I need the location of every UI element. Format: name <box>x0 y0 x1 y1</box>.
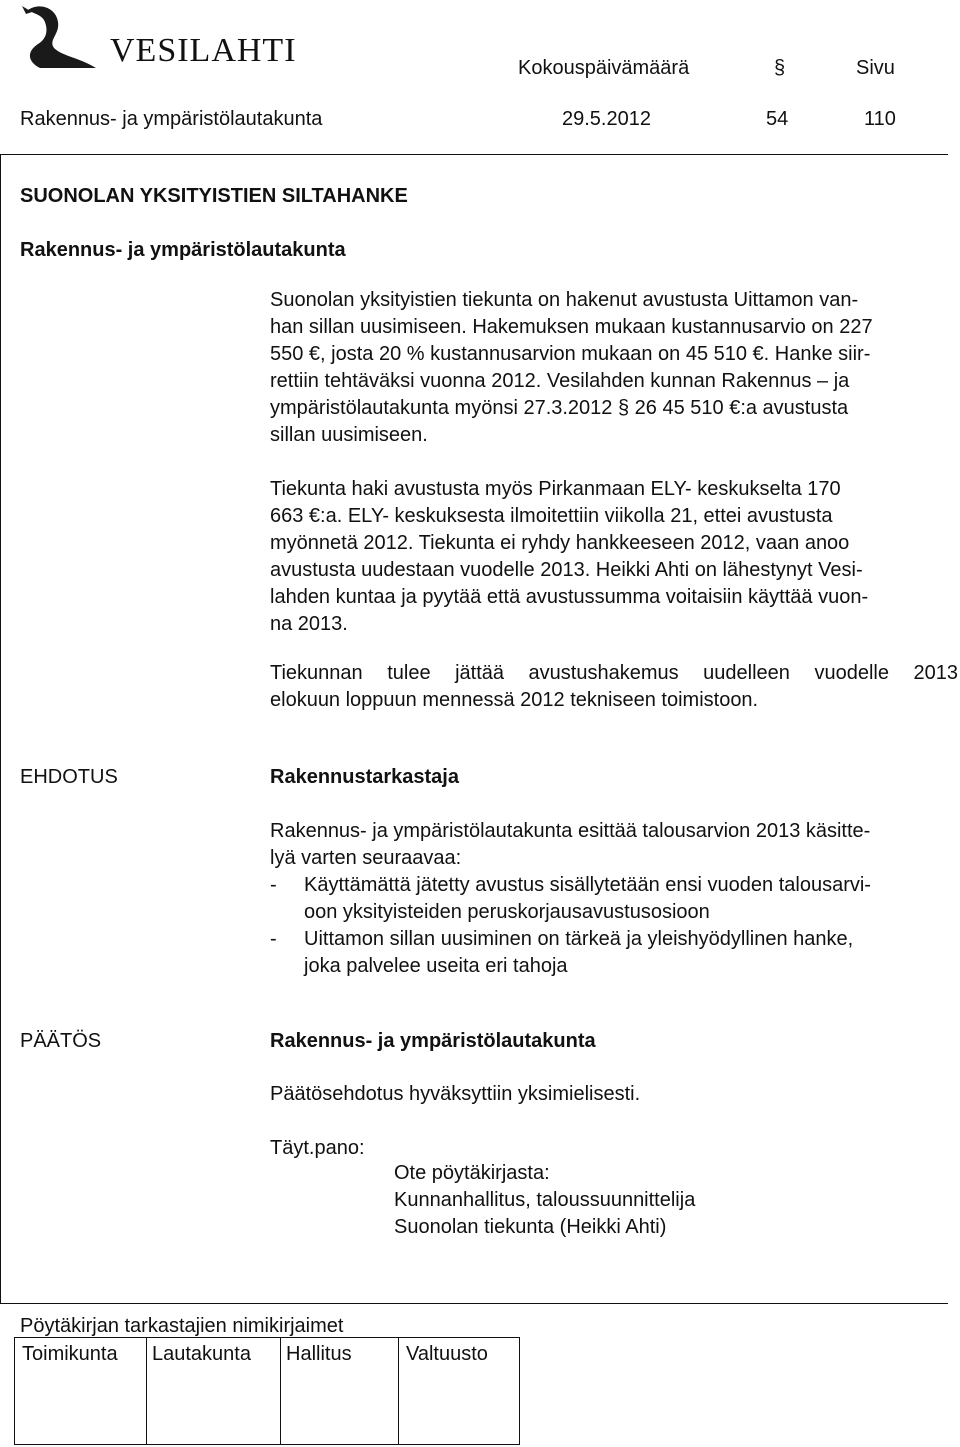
initials-col-valtuusto: Valtuusto <box>406 1343 488 1365</box>
logo-text: VESILAHTI <box>110 32 297 69</box>
swan-icon <box>18 2 118 72</box>
header-page: 110 <box>864 108 896 130</box>
ehdotus-intro-line: Rakennus- ja ympäristölautakunta esittää talousarvion 2013 käsitte- <box>270 820 871 842</box>
left-margin-rule <box>0 154 1 1304</box>
paatos-heading: Rakennus- ja ympäristölautakunta <box>270 1030 596 1052</box>
para1-line: ympäristölautakunta myönsi 27.3.2012 § 26 45 510 €:a avustusta <box>270 397 849 419</box>
header-committee: Rakennus- ja ympäristölautakunta <box>20 108 323 130</box>
para1-line: han sillan uusimiseen. Hakemuksen mukaan kustannusarvio on 227 <box>270 316 873 338</box>
footer-rule <box>0 1303 948 1304</box>
initials-table-divider <box>280 1337 281 1444</box>
tayt-line: Kunnanhallitus, taloussuunnittelija <box>394 1189 696 1211</box>
para2-line: lahden kuntaa ja pyytää että avustussumma voitaisiin käyttää vuon- <box>270 586 869 608</box>
list-dash: - <box>270 874 277 896</box>
para2-line: 663 €:a. ELY- keskuksesta ilmoitettiin viikolla 21, ettei avustusta <box>270 505 833 527</box>
ehdotus-heading: Rakennustarkastaja <box>270 766 459 788</box>
paatos-label: PÄÄTÖS <box>20 1030 102 1052</box>
header-page-label: Sivu <box>856 57 895 79</box>
footer-title: Pöytäkirjan tarkastajien nimikirjaimet <box>20 1315 344 1337</box>
ehdotus-label: EHDOTUS <box>20 766 118 788</box>
document-title: SUONOLAN YKSITYISTIEN SILTAHANKE <box>20 185 408 207</box>
initials-table-divider <box>146 1337 147 1444</box>
initials-col-lautakunta: Lautakunta <box>152 1343 251 1365</box>
para3-line: Tiekunnan tulee jättää avustushakemus uudelleen vuodelle 2013 <box>270 662 958 684</box>
tayt-line: Ote pöytäkirjasta: <box>394 1162 550 1184</box>
initials-table-divider <box>398 1337 399 1444</box>
para2-line: na 2013. <box>270 613 348 635</box>
vesilahti-logo <box>18 2 297 72</box>
list-item-line: joka palvelee useita eri tahoja <box>304 955 568 977</box>
tayt-line: Suonolan tiekunta (Heikki Ahti) <box>394 1216 667 1238</box>
para3-line: elokuun loppuun mennessä 2012 tekniseen toimistoon. <box>270 689 759 711</box>
header-date: 29.5.2012 <box>562 108 651 130</box>
para1-line: sillan uusimiseen. <box>270 424 428 446</box>
header-date-label: Kokouspäivämäärä <box>518 57 690 79</box>
para2-line: Tiekunta haki avustusta myös Pirkanmaan ELY- keskukselta 170 <box>270 478 841 500</box>
document-subtitle: Rakennus- ja ympäristölautakunta <box>20 239 346 261</box>
tayt-label: Täyt.pano: <box>270 1137 365 1159</box>
list-item-line: oon yksityisteiden peruskorjausavustusosioon <box>304 901 710 923</box>
header-section: 54 <box>766 108 789 130</box>
para2-line: avustusta uudestaan vuodelle 2013. Heikki Ahti on lähestynyt Vesi- <box>270 559 863 581</box>
initials-col-toimikunta: Toimikunta <box>22 1343 118 1365</box>
paatos-decision: Päätösehdotus hyväksyttiin yksimielisesti. <box>270 1083 641 1105</box>
header-section-label: § <box>774 57 786 79</box>
para1-line: 550 €, josta 20 % kustannusarvion mukaan on 45 510 €. Hanke siir- <box>270 343 871 365</box>
para1-line: rettiin tehtäväksi vuonna 2012. Vesilahden kunnan Rakennus – ja <box>270 370 850 392</box>
list-item-line: Uittamon sillan uusiminen on tärkeä ja yleishyödyllinen hanke, <box>304 928 854 950</box>
initials-col-hallitus: Hallitus <box>286 1343 352 1365</box>
header-rule <box>0 154 948 155</box>
ehdotus-intro-line: lyä varten seuraavaa: <box>270 847 462 869</box>
list-item-line: Käyttämättä jätetty avustus sisällytetään ensi vuoden talousarvi- <box>304 874 871 896</box>
para1-line: Suonolan yksityistien tiekunta on hakenut avustusta Uittamon van- <box>270 289 859 311</box>
para2-line: myönnetä 2012. Tiekunta ei ryhdy hankkeeseen 2012, vaan anoo <box>270 532 850 554</box>
list-dash: - <box>270 928 277 950</box>
